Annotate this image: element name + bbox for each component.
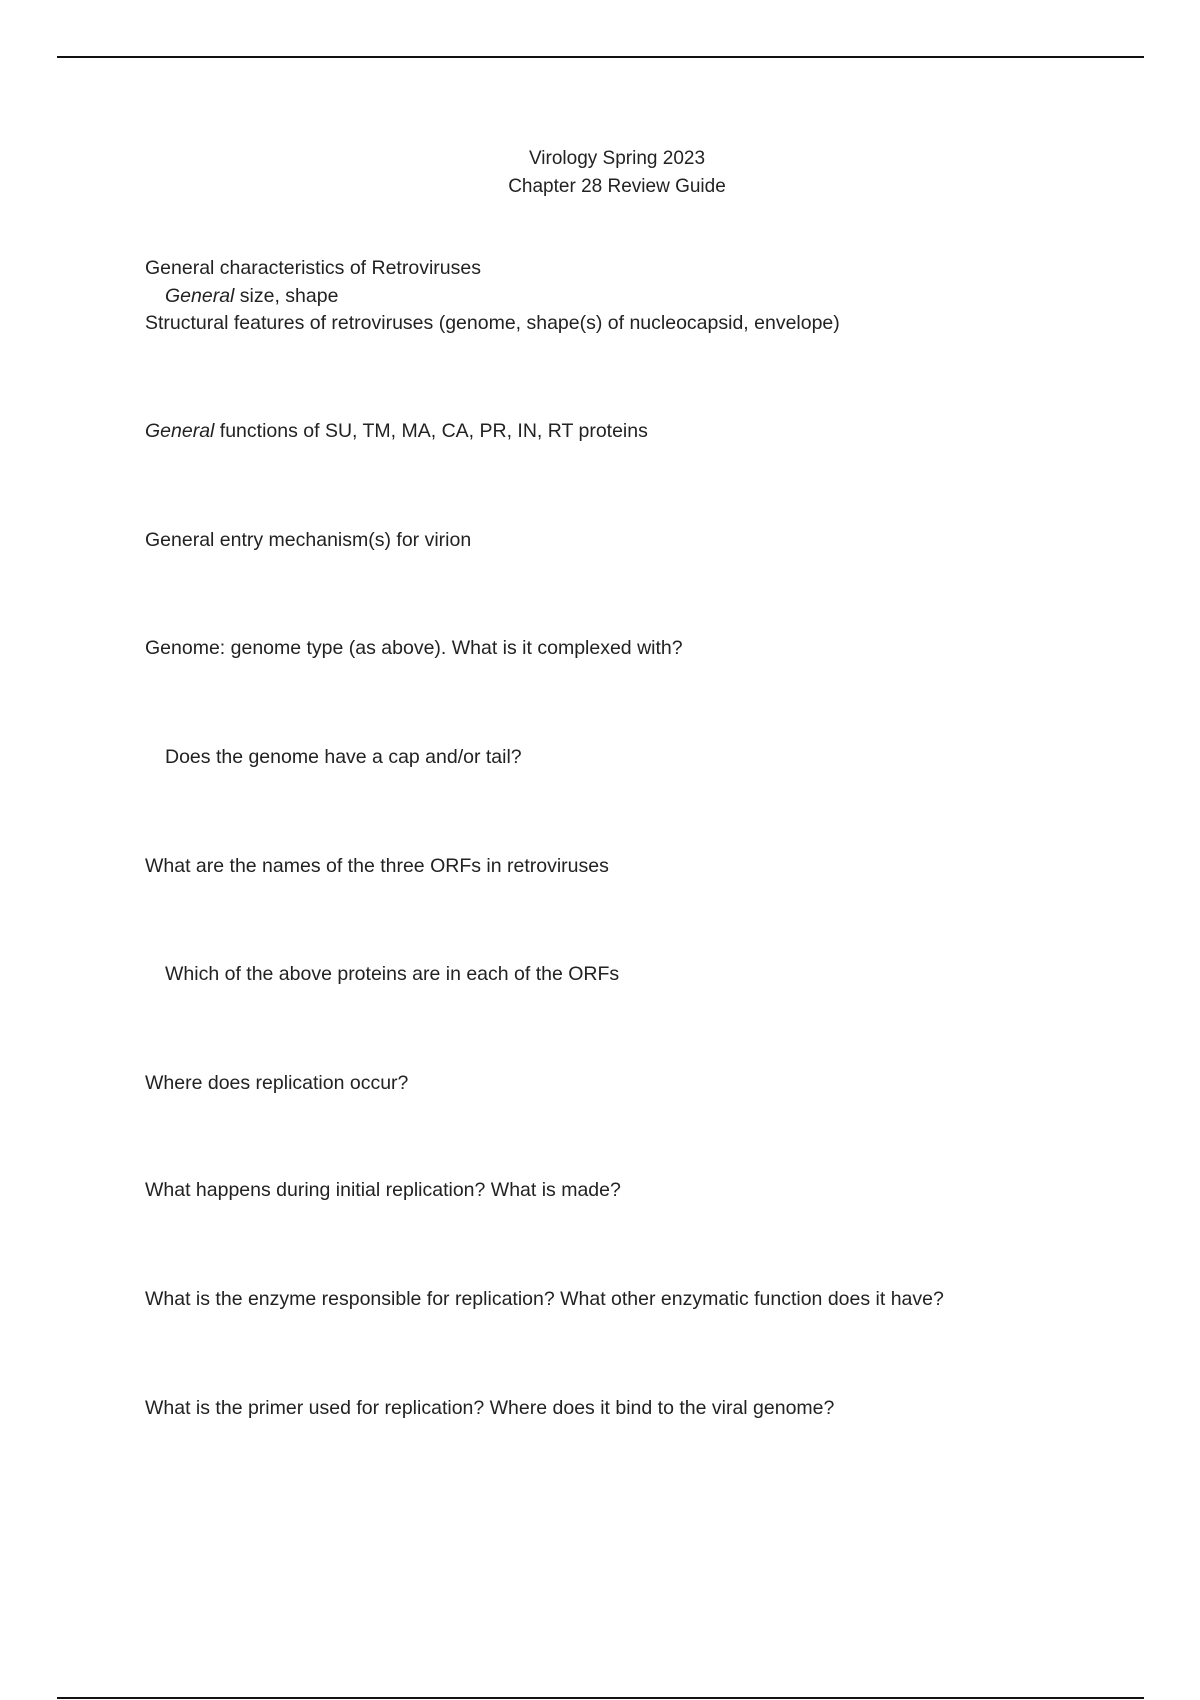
document-title-block — [0, 145, 1200, 201]
item-protein-functions-text: functions of SU, TM, MA, CA, PR, IN, RT proteins — [214, 420, 648, 442]
item-structural-features: Structural features of retroviruses (genome, shape(s) of nucleocapsid, envelope) — [145, 312, 840, 334]
top-page-rule — [57, 56, 1144, 58]
item-orf-proteins: Which of the above proteins are in each of the ORFs — [165, 963, 620, 985]
item-entry-mechanism: General entry mechanism(s) for virion — [145, 529, 472, 551]
item-orf-names: What are the names of the three ORFs in retroviruses — [145, 855, 609, 877]
item-replication-enzyme: What is the enzyme responsible for replication? What other enzymatic function does it have? — [145, 1288, 944, 1310]
item-general-characteristics: General characteristics of Retroviruses — [145, 257, 481, 279]
document-title: Virology Spring 2023 — [528, 148, 706, 169]
item-size-shape — [165, 284, 338, 309]
item-size-shape-emphasis: General — [165, 285, 235, 307]
item-cap-tail: Does the genome have a cap and/or tail? — [165, 746, 522, 768]
item-protein-functions — [145, 419, 648, 444]
item-protein-functions-emphasis: General — [145, 420, 215, 442]
document-subtitle: Chapter 28 Review Guide — [508, 176, 726, 197]
item-size-shape-text: size, shape — [234, 285, 339, 307]
item-genome-type: Genome: genome type (as above). What is it complexed with? — [145, 637, 683, 659]
item-replication-location: Where does replication occur? — [145, 1072, 409, 1094]
item-primer: What is the primer used for replication? Where does it bind to the viral genome? — [145, 1397, 835, 1419]
item-initial-replication: What happens during initial replication? What is made? — [145, 1179, 621, 1201]
bottom-page-rule — [57, 1697, 1144, 1699]
